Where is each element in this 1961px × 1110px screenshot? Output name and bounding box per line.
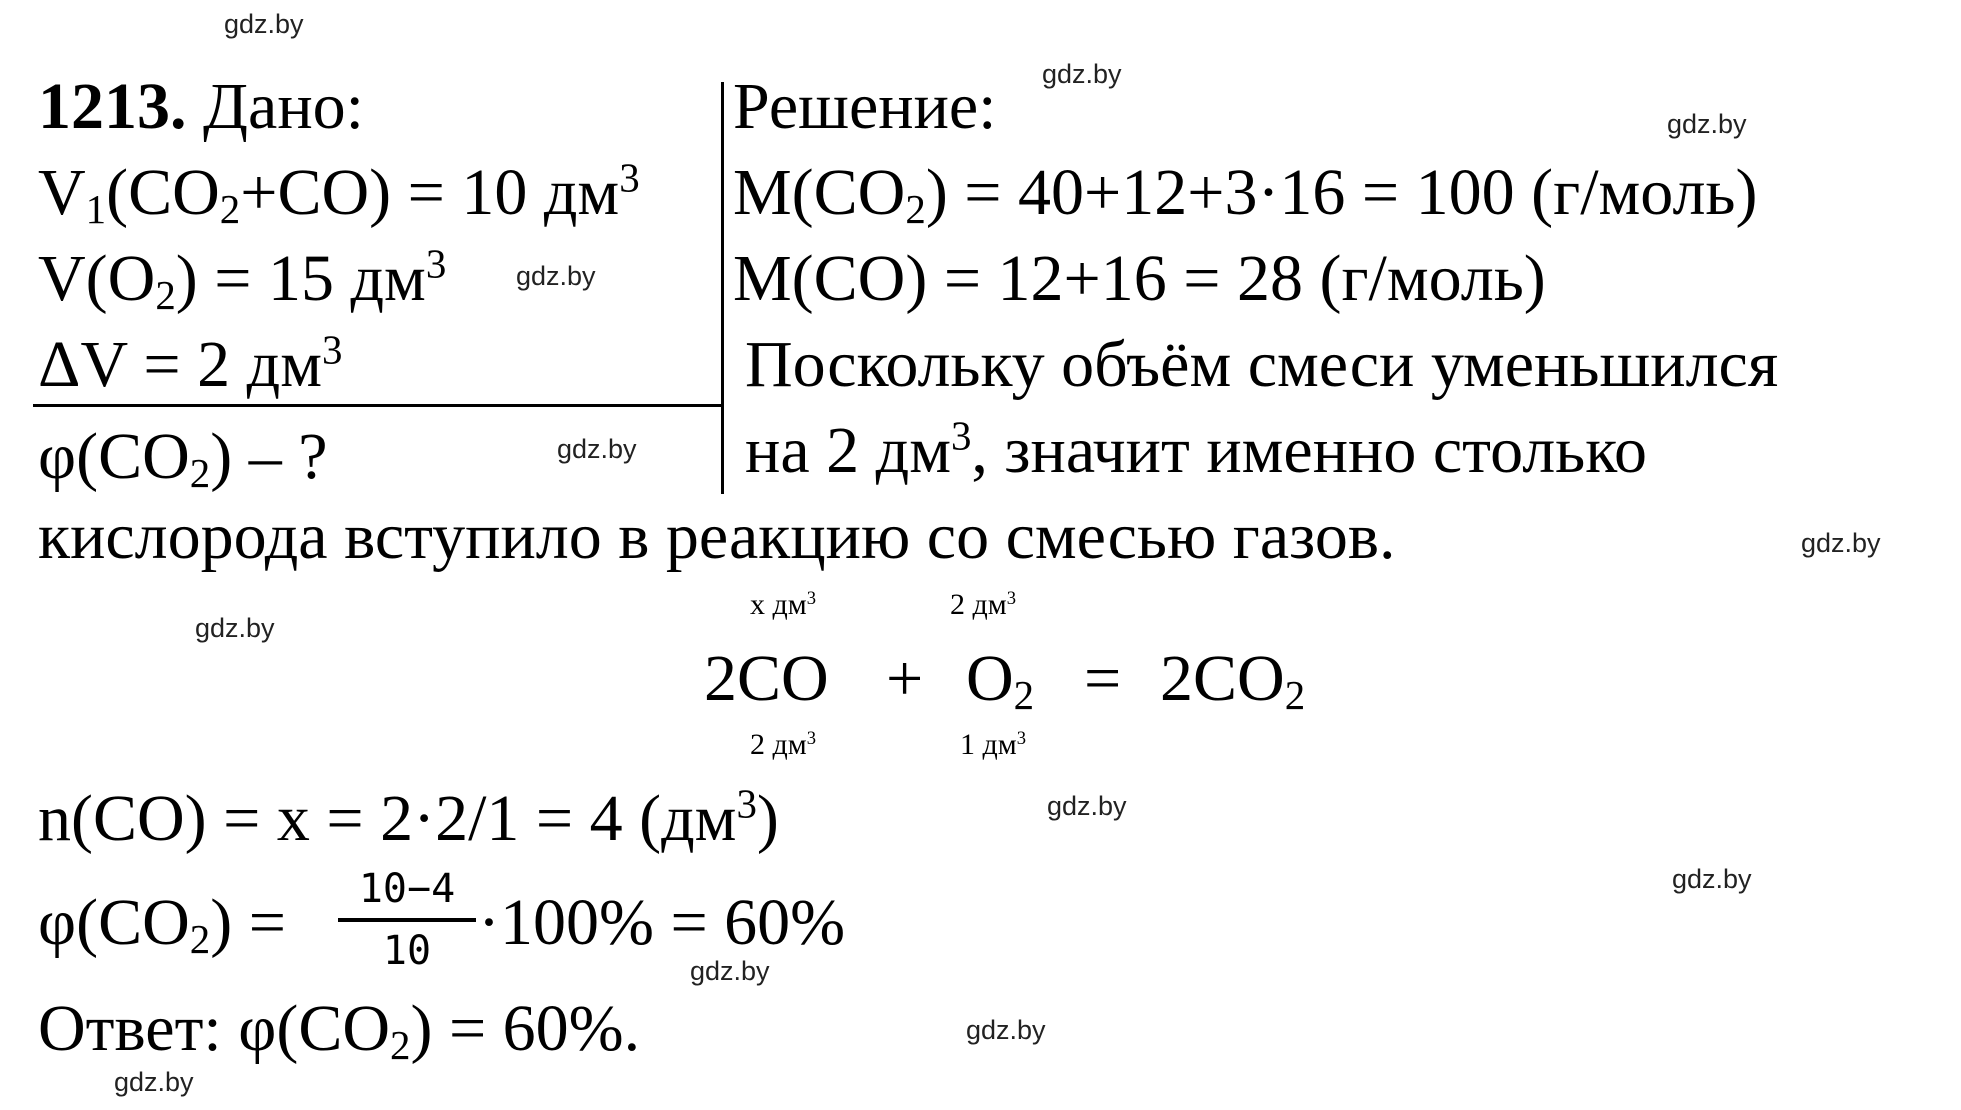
calc-phi-rhs: ·100% = 60% [478,886,846,959]
eq-o2: $O_2$ [966,642,1035,718]
eq-equals: = [1084,642,1122,715]
explanation-line-3: кислорода вступило в реакцию со смесью газов. [38,500,1396,573]
watermark: gdz.by [1047,791,1127,821]
solution-label: Решение: [733,70,997,143]
given-solution-divider [721,82,724,494]
eq-co2: $2CO_2$ [1160,642,1306,718]
watermark: gdz.by [557,434,637,464]
watermark: gdz.by [516,261,596,291]
answer: Ответ: $\varphi(CO_2) = 60\%$. [38,992,641,1068]
eq-below-co: 2 $дм^3$ [750,727,817,761]
fraction-denominator: 10 [382,928,432,974]
given-find-divider [33,404,723,407]
eq-above-co: x $дм^3$ [750,587,817,621]
fraction-numerator: 10−4 [358,866,456,912]
watermark: gdz.by [1801,528,1881,558]
given-v1: $V_1(CO_2+CO) = 10$ $дм^3$ [38,155,640,232]
watermark: gdz.by [1042,59,1122,89]
watermark: gdz.by [966,1015,1046,1045]
watermark: gdz.by [224,9,304,39]
molar-mass-co2: $M(CO_2) = 40+12+3\cdot 16 = 100$ (г/моль) [733,156,1758,232]
explanation-line-1: Поскольку объём смеси уменьшился [745,328,1779,401]
explanation-line-2: на 2 $дм^3$, значит именно столько [745,413,1647,487]
watermark: gdz.by [1667,109,1747,139]
eq-above-o2: 2 $дм^3$ [950,587,1017,621]
fraction-bar [338,918,476,922]
watermark: gdz.by [114,1067,194,1097]
molar-mass-co: M(CO) = 12+16 = 28 (г/моль) [733,242,1546,315]
eq-below-o2: 1 $дм^3$ [960,727,1027,761]
watermark: gdz.by [690,956,770,986]
calc-fraction [338,866,476,974]
eq-plus: + [886,642,924,715]
calc-phi-lhs: $\varphi(CO_2)$ = [38,886,286,962]
problem-number: 1213. [38,70,187,143]
watermark: gdz.by [195,613,275,643]
problem-heading [38,70,364,143]
watermark: gdz.by [1672,864,1752,894]
find-phi-co2: $\varphi(CO_2)$ – ? [38,420,328,496]
given-v-o2: $V(O_2) = 15$ $дм^3$ [38,241,447,318]
given-delta-v: ΔV = 2 $дм^3$ [38,327,343,401]
eq-co: 2CO [704,642,829,715]
calc-n-co: n(CO) = x = 2·2/1 = 4 $(дм^3)$ [38,781,779,855]
given-label: Дано: [203,70,364,143]
